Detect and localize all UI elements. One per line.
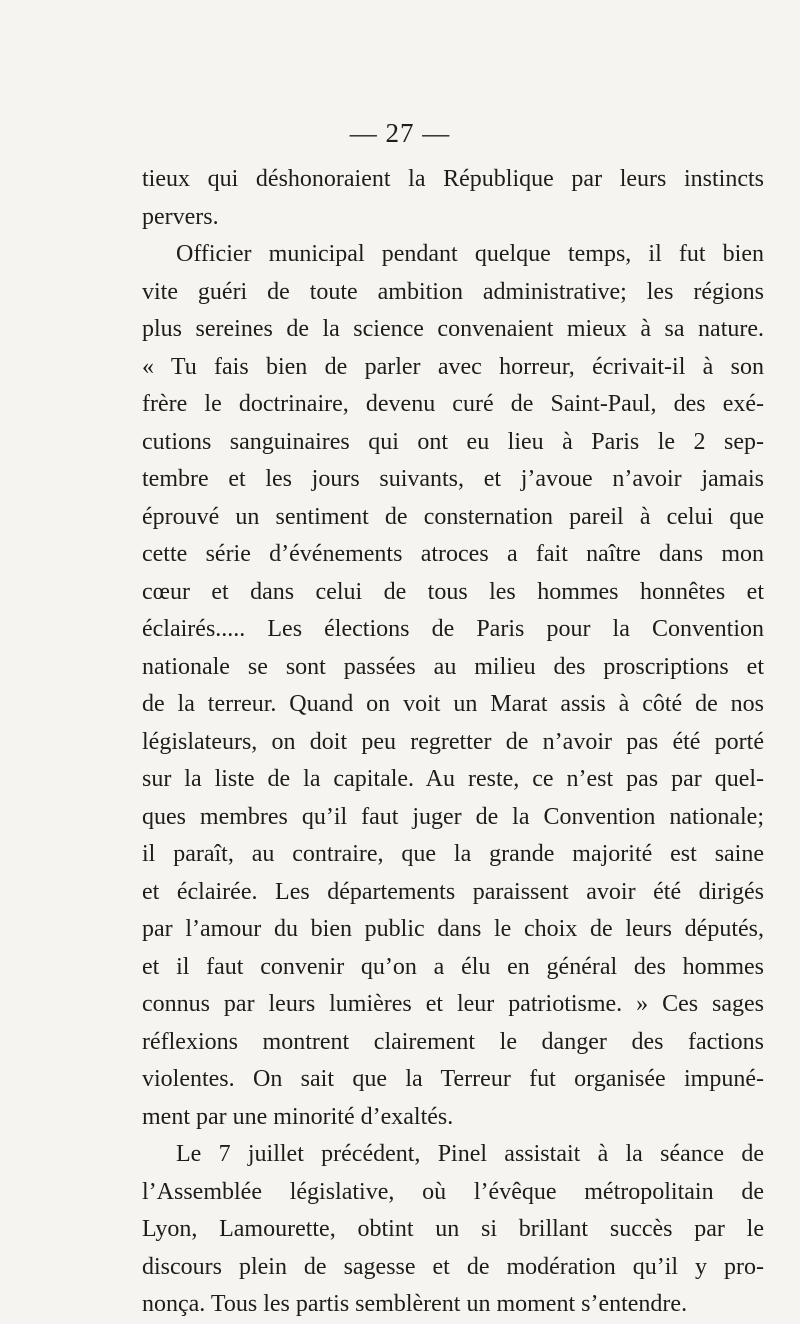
paragraph-start-line: Le 7 juillet précédent, Pinel assistait à la séance de [176,1141,764,1167]
text-line: nonça. Tous les partis semblèrent un moment s’entendre. [142,1291,688,1317]
text-line: Lyon, Lamourette, obtint un si brillant succès par le [142,1216,764,1242]
text-line: nationale se sont passées au milieu des proscriptions et [142,653,764,680]
text-line: il paraît, au contraire, que la grande majorité est saine [142,841,764,867]
text-line: cutions sanguinaires qui ont eu lieu à Paris le 2 sep- [142,428,764,455]
text-line: « Tu fais bien de parler avec horreur, écrivait-il à son [142,353,764,380]
page-number: — 27 — [349,118,451,148]
text-line: et il faut convenir qu’on a élu en général des hommes [142,953,764,980]
text-line: éclairés..... Les élections de Paris pour la Convention [142,616,764,642]
body-text [142,161,764,1324]
text-line: réflexions montrent clairement le danger des factions [142,1028,764,1055]
text-line: ques membres qu’il faut juger de la Convention nationale; [142,803,764,830]
text-line: ment par une minorité d’exaltés. [142,1103,454,1130]
text-line: connus par leurs lumières et leur patriotisme. » Ces sages [142,991,764,1017]
text-line: pervers. [142,203,219,230]
text-line: de la terreur. Quand on voit un Marat assis à côté de nos [142,691,764,717]
text-line: l’Assemblée législative, où l’évêque métropolitain de [142,1178,764,1205]
text-line: tieux qui déshonoraient la République par leurs instincts [142,166,764,192]
text-line: cette série d’événements atroces a fait naître dans mon [142,541,764,567]
text-line: violentes. On sait que la Terreur fut organisée impuné- [142,1066,764,1092]
text-line: discours plein de sagesse et de modération qu’il y pro- [142,1253,764,1280]
text-line: tembre et les jours suivants, et j’avoue n’avoir jamais [142,466,764,492]
text-line: plus sereines de la science convenaient mieux à sa nature. [142,316,764,342]
paragraph-start-line: Officier municipal pendant quelque temps, il fut bien [176,241,764,267]
text-line: cœur et dans celui de tous les hommes honnêtes et [142,578,764,605]
text-line: éprouvé un sentiment de consternation pareil à celui que [142,503,764,530]
text-line: législateurs, on doit peu regretter de n’avoir pas été porté [142,728,764,755]
text-line: par l’amour du bien public dans le choix de leurs députés, [142,916,764,942]
text-line: et éclairée. Les départements paraissent avoir été dirigés [142,878,764,905]
text-line: sur la liste de la capitale. Au reste, ce n’est pas par quel- [142,766,764,792]
text-line: vite guéri de toute ambition administrative; les régions [142,278,764,305]
text-line: frère le doctrinaire, devenu curé de Saint-Paul, des exé- [142,391,764,417]
